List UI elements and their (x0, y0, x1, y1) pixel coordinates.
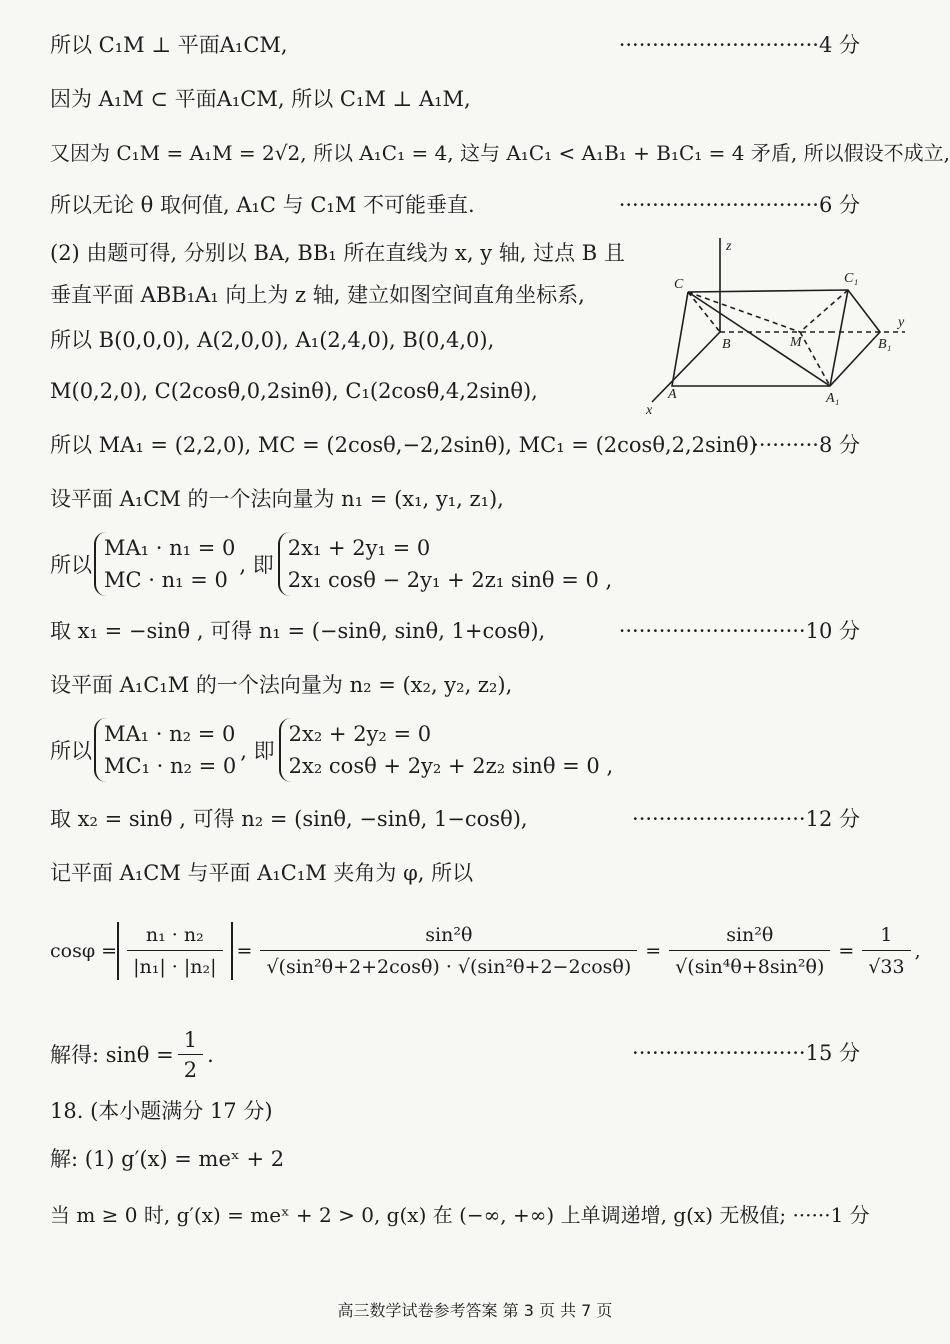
formula-frac-4 (862, 922, 910, 980)
system-1-left (94, 532, 235, 596)
formula-abs-fraction (117, 922, 232, 980)
formula-eq-3: = (838, 940, 855, 962)
line-1: 所以 C₁M ⊥ 平面A₁CM, (50, 33, 288, 57)
system-1-eq-a1: MA₁ · n₁ = 0 (104, 536, 236, 560)
line-9: 所以 MA₁ = (2,2,0), MC = (2cosθ,−2,2sinθ), MC₁ = (2cosθ,2,2sinθ) (50, 433, 757, 457)
formula-frac-1 (127, 922, 222, 980)
line-3: 又因为 C₁M = A₁M = 2√2, 所以 A₁C₁ = 4, 这与 A₁C₁ < A₁B₁ + B₁C₁ = 4 矛盾, 所以假设不成立, (50, 141, 950, 165)
line-7: 所以 B(0,0,0), A(2,0,0), A₁(2,4,0), B(0,4,0), (50, 328, 495, 352)
formula-frac-3 (669, 922, 830, 980)
formula-num-1: n₁ · n₂ (145, 924, 204, 946)
fig-label-c: C (674, 277, 684, 292)
formula-end: , (914, 940, 921, 962)
system-1-eq-a2: MC · n₁ = 0 (104, 568, 228, 592)
fig-label-y: y (898, 315, 905, 330)
line-2: 因为 A₁M ⊂ 平面A₁CM, 所以 C₁M ⊥ A₁M, (50, 87, 471, 111)
formula-num-2: sin²θ (425, 924, 473, 946)
formula-num-3: sin²θ (726, 924, 774, 946)
equation-system-2 (50, 718, 613, 782)
line-6: 垂直平面 ABB₁A₁ 向上为 z 轴, 建立如图空间直角坐标系, (50, 283, 585, 307)
cos-phi-formula (50, 922, 921, 980)
system-1-right (278, 532, 613, 596)
system-1-eq-b2: 2x₁ cosθ − 2y₁ + 2z₁ sinθ = 0 , (287, 568, 613, 592)
fig-label-b: B (722, 337, 731, 352)
system-2-label: 所以 (50, 739, 92, 763)
line-8: M(0,2,0), C(2cosθ,0,2sinθ), C₁(2cosθ,4,2sinθ), (50, 379, 538, 403)
score-4: ······························4 分 (618, 33, 860, 57)
line-16: 记平面 A₁CM 与平面 A₁C₁M 夹角为 φ, 所以 (50, 861, 474, 885)
line-12: 取 x₁ = −sinθ , 可得 n₁ = (−sinθ, sinθ, 1+cosθ), (50, 619, 546, 643)
system-1-label: 所以 (50, 553, 92, 577)
equation-system-1 (50, 532, 612, 596)
coordinate-figure (640, 238, 910, 418)
formula-den-1: |n₁| · |n₂| (127, 950, 222, 980)
fig-label-a1: A₁ (826, 391, 840, 406)
fig-label-x: x (646, 403, 653, 418)
system-2-mid: , 即 (240, 739, 275, 763)
fig-label-z: z (726, 239, 732, 254)
formula-lhs: cosφ = (50, 940, 118, 962)
line-17 (50, 1028, 214, 1082)
system-1-mid: , 即 (239, 553, 274, 577)
score-12: ··························12 分 (632, 807, 860, 831)
score-15: ··························15 分 (632, 1041, 860, 1065)
fig-label-b1: B₁ (878, 337, 892, 352)
score-6: ······························6 分 (618, 193, 860, 217)
formula-frac-2 (260, 922, 637, 980)
page-footer: 高三数学试卷参考答案 第 3 页 共 7 页 (337, 1301, 613, 1320)
line-17-end: . (207, 1043, 214, 1067)
line-15: 取 x₂ = sinθ , 可得 n₂ = (sinθ, −sinθ, 1−cosθ), (50, 807, 528, 831)
system-2-eq-b1: 2x₂ + 2y₂ = 0 (288, 722, 432, 746)
system-2-right (279, 718, 614, 782)
system-1-eq-b1: 2x₁ + 2y₁ = 0 (287, 536, 431, 560)
line-13: 设平面 A₁C₁M 的一个法向量为 n₂ = (x₂, y₂, z₂), (50, 673, 513, 697)
score-8: ··········8 分 (752, 433, 860, 457)
system-2-left (94, 718, 236, 782)
line-5: (2) 由题可得, 分别以 BA, BB₁ 所在直线为 x, y 轴, 过点 B 且 (50, 241, 625, 265)
sin-theta-den: 2 (178, 1054, 203, 1082)
formula-eq-1: = (236, 940, 253, 962)
system-2-eq-a2: MC₁ · n₂ = 0 (104, 754, 237, 778)
fig-label-m: M (790, 335, 802, 350)
line-4: 所以无论 θ 取何值, A₁C 与 C₁M 不可能垂直. (50, 193, 475, 217)
line-17-text: 解得: sinθ = (50, 1043, 174, 1067)
score-10: ····························10 分 (618, 619, 860, 643)
line-19: 解: (1) g′(x) = meˣ + 2 (50, 1147, 285, 1171)
fig-label-a: A (668, 387, 677, 402)
formula-den-3: √(sin⁴θ+8sin²θ) (669, 950, 830, 980)
formula-den-4: √33 (862, 950, 910, 980)
sin-theta-num: 1 (183, 1028, 198, 1052)
fig-label-c1: C₁ (844, 271, 859, 286)
system-2-eq-a1: MA₁ · n₂ = 0 (104, 722, 236, 746)
formula-eq-2: = (645, 940, 662, 962)
formula-den-2: √(sin²θ+2+2cosθ) · √(sin²θ+2−2cosθ) (260, 950, 637, 980)
formula-num-4: 1 (880, 924, 893, 946)
line-20: 当 m ≥ 0 时, g′(x) = meˣ + 2 > 0, g(x) 在 (−∞, +∞) 上单调递增, g(x) 无极值; ······1 分 (50, 1203, 870, 1227)
line-10: 设平面 A₁CM 的一个法向量为 n₁ = (x₁, y₁, z₁), (50, 487, 504, 511)
system-2-eq-b2: 2x₂ cosθ + 2y₂ + 2z₂ sinθ = 0 , (288, 754, 614, 778)
line-18: 18. (本小题满分 17 分) (50, 1099, 273, 1123)
sin-theta-fraction (178, 1028, 203, 1082)
